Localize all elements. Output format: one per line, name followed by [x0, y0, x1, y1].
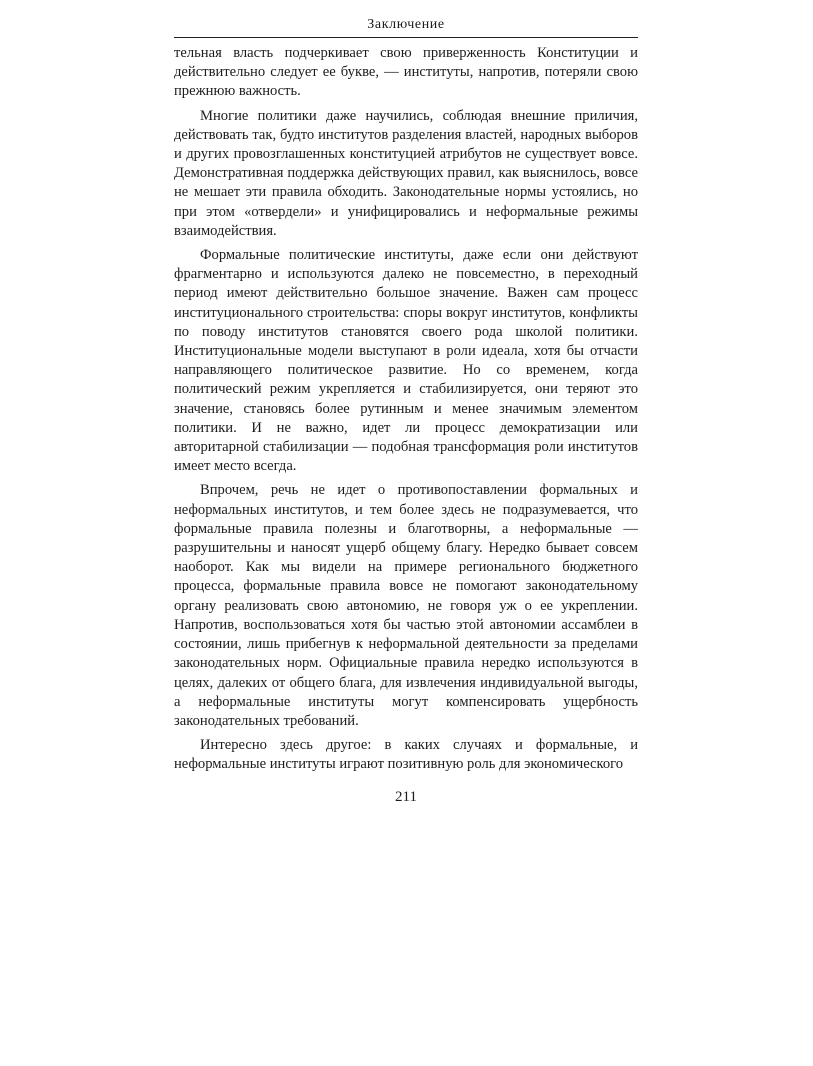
page-number: 211 [395, 788, 417, 805]
paragraph-continuation: тельная власть подчеркивает свою приверженность Конституции и действительно следует ее букве, — институты, напротив, потеряли свою прежнюю важность. [174, 45, 638, 100]
paragraph: Многие политики даже научились, соблюдая внешние приличия, действовать так, будто институтов разделения властей, народных выборов и других провозглашенных конституцией атрибутов не существует вовсе. Демонстративная поддержка действующих правил, как выяснилось, вовсе не мешает эти правила обходить. Законодательные нормы устоялись, но при этом «отвердели» и унифицировались и неформальные режимы взаимодействия. [174, 107, 638, 239]
book-page [174, 16, 638, 806]
body-text [174, 44, 638, 775]
paragraph: Интересно здесь другое: в каких случаях и формальные, и неформальные институты играют позитивную роль для экономического [174, 737, 638, 773]
paragraph: Впрочем, речь не идет о противопоставлении формальных и неформальных институтов, и тем более здесь не подразумевается, что формальные правила полезны и благотворны, а неформальные — разрушительны и наносят ущерб общему благу. Нередко бывает совсем наоборот. Как мы видели на примере регионального бюджетного процесса, формальные правила вовсе не помогают законодательному органу реализовать свою автономию, не говоря уж о ее укреплении. Напротив, воспользоваться хотя бы частью этой автономии ассамблеи в состоянии, лишь прибегнув к неформальной деятельности за пределами законодательных норм. Официальные правила нередко используются в целях, далеких от общего блага, для извлечения индивидуальной выгоды, а неформальные институты могут компенсировать ущербность законодательных требований. [174, 482, 638, 729]
running-head: Заключение [367, 17, 445, 32]
header-rule [174, 37, 638, 38]
paragraph: Формальные политические институты, даже если они действуют фрагментарно и используются далеко не повсеместно, в переходный период имеют действительно большое значение. Важен сам процесс институционального строительства: споры вокруг институтов, конфликты по поводу институтов становятся своего рода школой политики. Институциональные модели выступают в роли идеала, хотя бы отчасти направляющего политическое развитие. Но со временем, когда политический режим укрепляется и стабилизируется, они теряют это значение, становясь более рутинным и менее значимым элементом политики. И не важно, идет ли процесс демократизации или авторитарной стабилизации — подобная трансформация роли институтов имеет место всегда. [174, 247, 638, 475]
